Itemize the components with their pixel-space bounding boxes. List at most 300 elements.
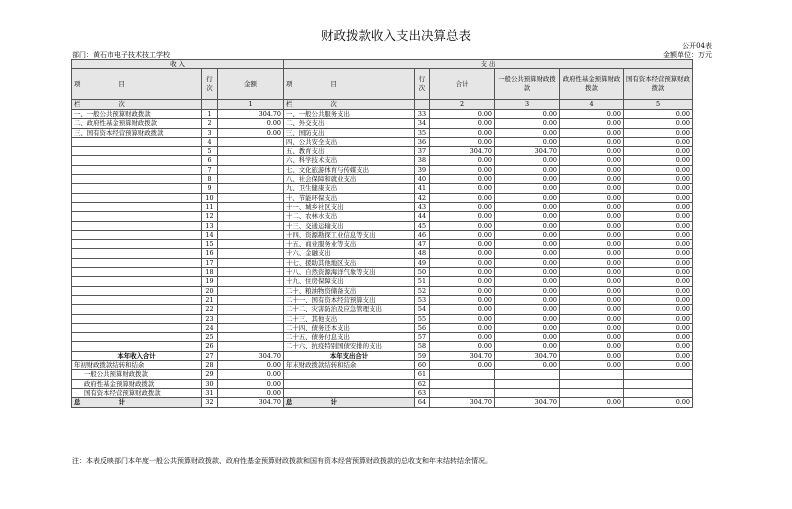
column-header-row [72, 69, 693, 100]
gov-fund-cell: 0.00 [560, 137, 624, 146]
income-amount-cell [218, 333, 284, 342]
table-row [72, 240, 693, 249]
state-capital-cell: 0.00 [624, 212, 693, 221]
general-budget-cell: 304.70 [495, 398, 560, 407]
expense-rowno-cell: 39 [415, 165, 430, 174]
general-budget-cell: 0.00 [495, 119, 560, 128]
general-budget-cell: 304.70 [495, 351, 560, 360]
total-amount-cell: 0.00 [430, 156, 495, 165]
income-item-cell [72, 175, 202, 184]
general-budget-cell: 0.00 [495, 175, 560, 184]
expense-rowno-cell: 50 [415, 268, 430, 277]
income-amount-cell [218, 230, 284, 239]
table-row [72, 286, 693, 295]
expense-item-cell: 二十、粮油物资储备支出 [284, 286, 415, 295]
col-number-1: 1 [218, 100, 284, 110]
expense-rowno-cell: 34 [415, 119, 430, 128]
expense-grand-total-label: 总 计 [284, 398, 415, 407]
report-title: 财政拨款收入支出决算总表 [320, 28, 471, 43]
general-budget-cell: 0.00 [495, 240, 560, 249]
income-rowno-cell: 25 [202, 333, 218, 342]
state-capital-cell: 0.00 [624, 333, 693, 342]
general-budget-cell: 0.00 [495, 230, 560, 239]
expense-item-cell [284, 379, 415, 388]
general-budget-cell: 0.00 [495, 305, 560, 314]
table-row [72, 305, 693, 314]
income-amount-cell [218, 221, 284, 230]
gov-fund-cell: 0.00 [560, 147, 624, 156]
income-rowno-cell: 24 [202, 323, 218, 332]
gov-fund-cell: 0.00 [560, 175, 624, 184]
income-item-cell [72, 295, 202, 304]
income-item-cell: 三、国有资本经营预算财政拨款 [72, 128, 202, 137]
expense-item-cell: 二十六、抗疫特别国债安排的支出 [284, 342, 415, 351]
income-item-cell: 一、一般公共预算财政拨款 [72, 110, 202, 119]
table-row [72, 202, 693, 211]
total-amount-cell: 304.70 [430, 351, 495, 360]
income-item-cell [72, 323, 202, 332]
income-item-cell [72, 286, 202, 295]
income-amount-cell [218, 268, 284, 277]
income-amount-cell [218, 137, 284, 146]
table-row [72, 249, 693, 258]
total-amount-cell: 0.00 [430, 119, 495, 128]
gov-fund-cell: 0.00 [560, 398, 624, 407]
income-section-header: 收 入 [72, 60, 284, 69]
total-amount-cell: 0.00 [430, 314, 495, 323]
income-amount-cell [218, 175, 284, 184]
expense-rowno-cell: 33 [415, 110, 430, 119]
income-item-cell [72, 277, 202, 286]
income-rowno-cell: 28 [202, 361, 218, 370]
general-budget-cell: 0.00 [495, 165, 560, 174]
expense-rowno-cell: 43 [415, 202, 430, 211]
expense-item-cell: 二十一、国有资本经营预算支出 [284, 295, 415, 304]
table-row [72, 342, 693, 351]
gov-fund-cell [560, 379, 624, 388]
state-capital-cell: 0.00 [624, 147, 693, 156]
total-amount-cell [430, 379, 495, 388]
total-amount-cell: 0.00 [430, 175, 495, 184]
expense-rowno-cell: 45 [415, 221, 430, 230]
general-budget-cell [495, 370, 560, 379]
gov-fund-cell: 0.00 [560, 128, 624, 137]
income-item-cell [72, 156, 202, 165]
expense-total-label: 本年支出合计 [284, 351, 415, 360]
state-capital-cell: 0.00 [624, 286, 693, 295]
income-item-cell [72, 314, 202, 323]
income-item-cell [72, 221, 202, 230]
expense-item-cell: 二十五、债务付息支出 [284, 333, 415, 342]
income-item-cell [72, 193, 202, 202]
gov-fund-cell: 0.00 [560, 230, 624, 239]
income-rowno-cell: 12 [202, 212, 218, 221]
expense-rowno-cell: 42 [415, 193, 430, 202]
general-budget-cell: 0.00 [495, 202, 560, 211]
income-item-cell [72, 184, 202, 193]
income-rowno-cell: 10 [202, 193, 218, 202]
income-amount-cell [218, 165, 284, 174]
state-capital-cell: 0.00 [624, 110, 693, 119]
expense-column-label: 栏 次 [284, 100, 415, 110]
general-budget-cell: 0.00 [495, 277, 560, 286]
income-amount-cell: 0.00 [218, 370, 284, 379]
total-amount-cell: 0.00 [430, 193, 495, 202]
expense-rowno-cell: 41 [415, 184, 430, 193]
income-item-cell [72, 165, 202, 174]
state-capital-cell: 0.00 [624, 351, 693, 360]
income-rowno-cell: 20 [202, 286, 218, 295]
income-amount-cell [218, 147, 284, 156]
income-amount-cell [218, 295, 284, 304]
expense-rowno-cell: 61 [415, 370, 430, 379]
general-budget-cell: 0.00 [495, 212, 560, 221]
table-row [72, 314, 693, 323]
table-row [72, 147, 693, 156]
state-capital-cell: 0.00 [624, 165, 693, 174]
gov-fund-cell: 0.00 [560, 193, 624, 202]
expense-item-cell: 十五、商业服务业等支出 [284, 240, 415, 249]
general-budget-cell: 0.00 [495, 268, 560, 277]
section-header-row [72, 60, 693, 69]
state-capital-cell: 0.00 [624, 323, 693, 332]
gov-fund-cell: 0.00 [560, 119, 624, 128]
expense-rowno-cell: 54 [415, 305, 430, 314]
income-rowno-cell: 8 [202, 175, 218, 184]
income-amount-header: 金额 [218, 69, 284, 100]
gov-fund-cell: 0.00 [560, 305, 624, 314]
expense-rowno-cell: 47 [415, 240, 430, 249]
income-item-cell [72, 230, 202, 239]
table-row [72, 221, 693, 230]
income-rowno-cell: 21 [202, 295, 218, 304]
expense-item-cell: 十七、援助其他地区支出 [284, 258, 415, 267]
general-budget-cell: 0.00 [495, 137, 560, 146]
general-budget-cell: 0.00 [495, 314, 560, 323]
total-amount-cell: 0.00 [430, 128, 495, 137]
general-budget-cell [495, 388, 560, 397]
total-amount-cell: 0.00 [430, 110, 495, 119]
table-row [72, 333, 693, 342]
table-row [72, 184, 693, 193]
income-column-label: 栏 次 [72, 100, 202, 110]
carryover-row [72, 361, 693, 370]
expense-rowno-cell: 35 [415, 128, 430, 137]
gov-fund-cell: 0.00 [560, 351, 624, 360]
state-capital-cell: 0.00 [624, 221, 693, 230]
total-amount-cell: 304.70 [430, 147, 495, 156]
gov-fund-cell: 0.00 [560, 184, 624, 193]
income-amount-cell [218, 258, 284, 267]
income-rowno-cell: 31 [202, 388, 218, 397]
col-number-3: 3 [495, 100, 560, 110]
state-capital-cell: 0.00 [624, 398, 693, 407]
income-amount-cell [218, 240, 284, 249]
expense-rowno-cell: 51 [415, 277, 430, 286]
income-amount-cell: 0.00 [218, 379, 284, 388]
general-budget-cell: 0.00 [495, 156, 560, 165]
expense-rowno-cell: 36 [415, 137, 430, 146]
expense-item-cell: 十八、自然资源海洋气象等支出 [284, 268, 415, 277]
total-amount-cell: 0.00 [430, 221, 495, 230]
expense-item-cell [284, 388, 415, 397]
total-amount-cell: 0.00 [430, 249, 495, 258]
expense-rowno-cell: 46 [415, 230, 430, 239]
table-row [72, 268, 693, 277]
gov-fund-cell: 0.00 [560, 361, 624, 370]
expense-rowno-cell: 64 [415, 398, 430, 407]
income-amount-cell [218, 249, 284, 258]
general-budget-cell: 0.00 [495, 333, 560, 342]
income-rowno-cell: 2 [202, 119, 218, 128]
total-amount-cell: 0.00 [430, 361, 495, 370]
total-amount-cell: 0.00 [430, 342, 495, 351]
table-row [72, 110, 693, 119]
income-item-cell [72, 202, 202, 211]
department-label: 部门：黄石市电子技术技工学校 [72, 51, 170, 59]
income-amount-cell [218, 277, 284, 286]
expense-rowno-cell: 52 [415, 286, 430, 295]
income-item-cell [72, 305, 202, 314]
gov-fund-cell: 0.00 [560, 342, 624, 351]
gov-fund-cell: 0.00 [560, 110, 624, 119]
table-row [72, 175, 693, 184]
expense-rowno-cell: 63 [415, 388, 430, 397]
total-amount-cell: 0.00 [430, 137, 495, 146]
total-amount-cell: 0.00 [430, 277, 495, 286]
annual-total-row [72, 351, 693, 360]
expense-section-header: 支 出 [284, 60, 693, 69]
column-number-row [72, 100, 693, 110]
total-amount-cell: 0.00 [430, 333, 495, 342]
income-item-cell [72, 258, 202, 267]
income-item-cell [72, 240, 202, 249]
table-row [72, 212, 693, 221]
state-capital-cell: 0.00 [624, 137, 693, 146]
gov-fund-cell: 0.00 [560, 258, 624, 267]
income-rowno-cell: 29 [202, 370, 218, 379]
expense-rowno-cell: 48 [415, 249, 430, 258]
income-amount-cell [218, 286, 284, 295]
table-row [72, 119, 693, 128]
expense-item-cell: 四、公共安全支出 [284, 137, 415, 146]
income-rowno-cell: 11 [202, 202, 218, 211]
total-amount-cell: 0.00 [430, 305, 495, 314]
income-amount-cell: 0.00 [218, 388, 284, 397]
budget-table [71, 59, 693, 408]
expense-rowno-cell: 62 [415, 379, 430, 388]
income-amount-cell [218, 314, 284, 323]
income-item-cell: 二、政府性基金预算财政拨款 [72, 119, 202, 128]
income-rowno-cell: 4 [202, 137, 218, 146]
income-item-cell [72, 268, 202, 277]
income-amount-cell: 304.70 [218, 351, 284, 360]
table-row [72, 165, 693, 174]
gov-fund-cell: 0.00 [560, 249, 624, 258]
income-rowno-header: 行次 [202, 69, 218, 100]
income-amount-cell [218, 156, 284, 165]
income-amount-cell [218, 305, 284, 314]
income-amount-cell [218, 193, 284, 202]
expense-rowno-cell: 40 [415, 175, 430, 184]
gov-fund-cell: 0.00 [560, 295, 624, 304]
expense-item-cell: 五、教育支出 [284, 147, 415, 156]
income-item-cell: 国有资本经营预算财政拨款 [72, 388, 202, 397]
gov-fund-cell [560, 388, 624, 397]
expense-item-cell: 十、节能环保支出 [284, 193, 415, 202]
gov-fund-cell: 0.00 [560, 323, 624, 332]
income-amount-cell: 304.70 [218, 110, 284, 119]
state-capital-cell: 0.00 [624, 156, 693, 165]
general-budget-cell: 0.00 [495, 110, 560, 119]
income-amount-cell: 0.00 [218, 128, 284, 137]
state-capital-cell: 0.00 [624, 258, 693, 267]
total-amount-cell: 0.00 [430, 230, 495, 239]
income-rowno-cell: 16 [202, 249, 218, 258]
grand-total-row [72, 398, 693, 407]
general-budget-cell: 0.00 [495, 193, 560, 202]
state-capital-cell: 0.00 [624, 202, 693, 211]
total-amount-cell: 0.00 [430, 212, 495, 221]
total-amount-cell: 0.00 [430, 295, 495, 304]
general-budget-header: 一般公共预算财政拨款 [495, 69, 560, 100]
income-item-header: 项 目 [72, 69, 202, 100]
income-amount-cell: 0.00 [218, 361, 284, 370]
income-item-cell [72, 249, 202, 258]
income-rowno-cell: 32 [202, 398, 218, 407]
form-number: 公开04表 [682, 42, 712, 50]
footnote: 注：本表反映部门本年度一般公共预算财政拨款、政府性基金预算财政拨款和国有资本经营预算财政拨款的总收支和年末结转结余情况。 [72, 457, 492, 465]
expense-rowno-cell: 56 [415, 323, 430, 332]
expense-rowno-cell: 53 [415, 295, 430, 304]
general-budget-cell: 0.00 [495, 221, 560, 230]
carryover-row [72, 370, 693, 379]
general-budget-cell: 0.00 [495, 323, 560, 332]
expense-item-cell: 十三、交通运输支出 [284, 221, 415, 230]
income-rowno-cell: 17 [202, 258, 218, 267]
table-row [72, 137, 693, 146]
gov-fund-cell: 0.00 [560, 286, 624, 295]
income-item-cell [72, 333, 202, 342]
state-capital-cell: 0.00 [624, 184, 693, 193]
expense-item-cell: 九、卫生健康支出 [284, 184, 415, 193]
expense-item-cell: 二十二、灾害防治及应急管理支出 [284, 305, 415, 314]
income-amount-cell [218, 202, 284, 211]
empty-cell [202, 100, 218, 110]
gov-fund-cell: 0.00 [560, 268, 624, 277]
income-rowno-cell: 1 [202, 110, 218, 119]
state-capital-cell: 0.00 [624, 295, 693, 304]
expense-rowno-cell: 60 [415, 361, 430, 370]
empty-cell [415, 100, 430, 110]
state-capital-cell: 0.00 [624, 314, 693, 323]
state-capital-cell: 0.00 [624, 193, 693, 202]
income-rowno-cell: 3 [202, 128, 218, 137]
table-row [72, 258, 693, 267]
income-total-label: 本年收入合计 [72, 351, 202, 360]
gov-fund-header: 政府性基金预算财政拨款 [560, 69, 624, 100]
expense-item-cell: 十二、农林水支出 [284, 212, 415, 221]
income-amount-cell [218, 212, 284, 221]
expense-item-cell: 十四、资源勘探工业信息等支出 [284, 230, 415, 239]
income-grand-total-label: 总 计 [72, 398, 202, 407]
col-number-5: 5 [624, 100, 693, 110]
expense-rowno-header: 行次 [415, 69, 430, 100]
income-item-cell [72, 137, 202, 146]
expense-rowno-cell: 37 [415, 147, 430, 156]
state-capital-cell [624, 388, 693, 397]
gov-fund-cell: 0.00 [560, 333, 624, 342]
gov-fund-cell: 0.00 [560, 202, 624, 211]
income-rowno-cell: 18 [202, 268, 218, 277]
gov-fund-cell [560, 370, 624, 379]
income-item-cell [72, 147, 202, 156]
income-rowno-cell: 9 [202, 184, 218, 193]
total-amount-cell [430, 370, 495, 379]
table-row [72, 295, 693, 304]
income-amount-cell: 304.70 [218, 398, 284, 407]
state-capital-cell: 0.00 [624, 277, 693, 286]
total-amount-cell: 0.00 [430, 184, 495, 193]
total-amount-cell: 0.00 [430, 286, 495, 295]
income-amount-cell [218, 184, 284, 193]
state-capital-cell: 0.00 [624, 175, 693, 184]
state-capital-header: 国有资本经营预算财政拨款 [624, 69, 693, 100]
expense-item-cell: 二十四、债务还本支出 [284, 323, 415, 332]
income-item-cell [72, 342, 202, 351]
gov-fund-cell: 0.00 [560, 212, 624, 221]
state-capital-cell: 0.00 [624, 268, 693, 277]
income-item-cell [72, 212, 202, 221]
carryover-row [72, 379, 693, 388]
carryover-row [72, 388, 693, 397]
state-capital-cell: 0.00 [624, 342, 693, 351]
income-rowno-cell: 26 [202, 342, 218, 351]
expense-item-cell: 八、社会保障和就业支出 [284, 175, 415, 184]
income-rowno-cell: 7 [202, 165, 218, 174]
general-budget-cell: 0.00 [495, 258, 560, 267]
income-amount-cell: 0.00 [218, 119, 284, 128]
total-header: 合计 [430, 69, 495, 100]
income-rowno-cell: 14 [202, 230, 218, 239]
general-budget-cell: 0.00 [495, 286, 560, 295]
general-budget-cell: 0.00 [495, 342, 560, 351]
income-item-cell: 政府性基金预算财政拨款 [72, 379, 202, 388]
total-amount-cell: 0.00 [430, 240, 495, 249]
expense-rowno-cell: 55 [415, 314, 430, 323]
gov-fund-cell: 0.00 [560, 240, 624, 249]
expense-item-cell: 年末财政拨款结转和结余 [284, 361, 415, 370]
income-rowno-cell: 23 [202, 314, 218, 323]
general-budget-cell: 0.00 [495, 184, 560, 193]
state-capital-cell: 0.00 [624, 119, 693, 128]
general-budget-cell: 0.00 [495, 249, 560, 258]
income-rowno-cell: 15 [202, 240, 218, 249]
total-amount-cell: 304.70 [430, 398, 495, 407]
expense-rowno-cell: 57 [415, 333, 430, 342]
income-rowno-cell: 5 [202, 147, 218, 156]
state-capital-cell: 0.00 [624, 361, 693, 370]
income-rowno-cell: 30 [202, 379, 218, 388]
expense-item-cell: 二十三、其他支出 [284, 314, 415, 323]
expense-item-cell: 二、外交支出 [284, 119, 415, 128]
expense-item-cell: 三、国防支出 [284, 128, 415, 137]
state-capital-cell [624, 379, 693, 388]
total-amount-cell: 0.00 [430, 165, 495, 174]
general-budget-cell: 0.00 [495, 295, 560, 304]
expense-rowno-cell: 44 [415, 212, 430, 221]
table-row [72, 230, 693, 239]
